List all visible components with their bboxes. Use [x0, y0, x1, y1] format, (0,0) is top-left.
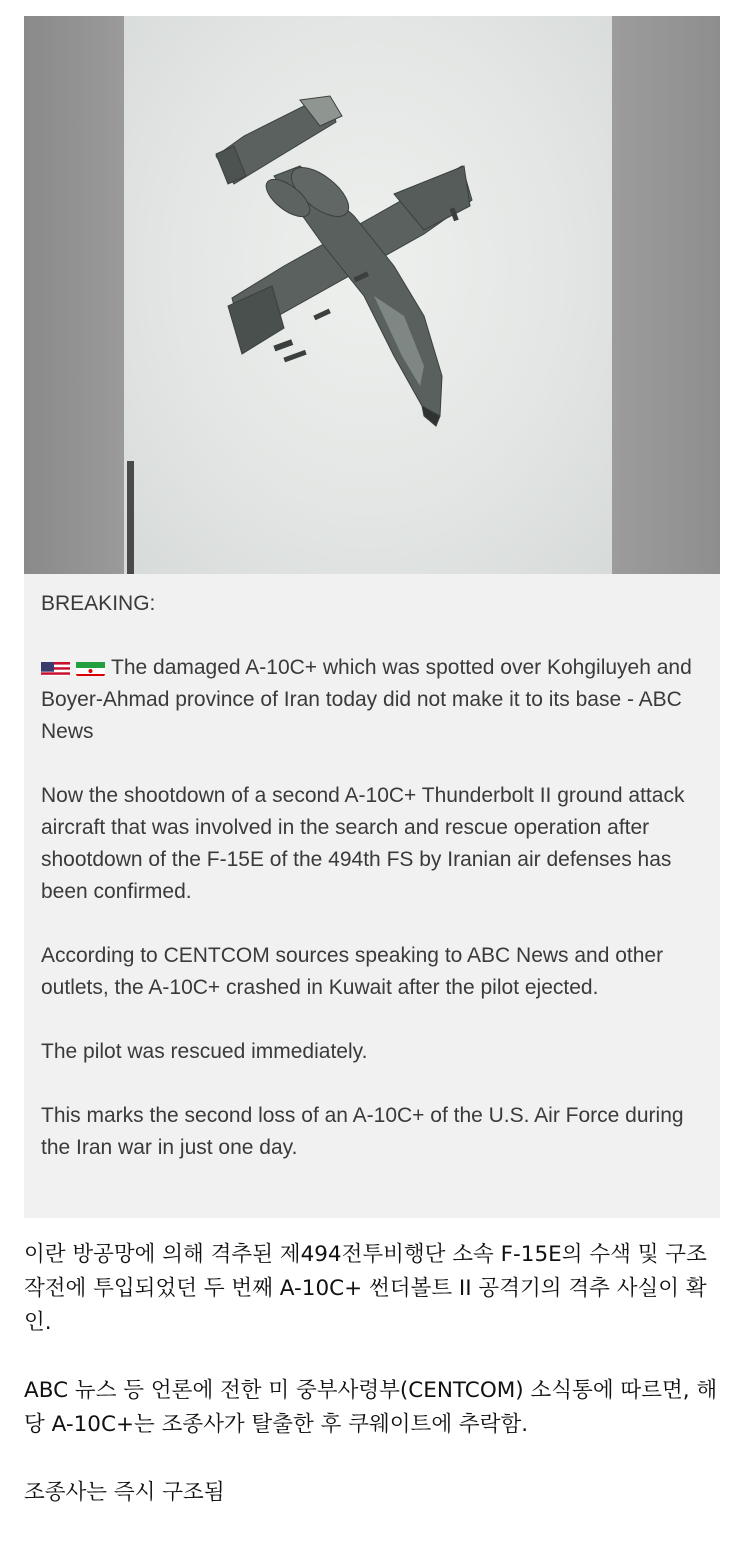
embedded-post-card [24, 16, 720, 1218]
breaking-label: BREAKING: [41, 592, 156, 615]
photo-screen-border-right [612, 16, 720, 574]
photo-screen-border-left [24, 16, 124, 574]
aircraft-photo[interactable] [24, 16, 720, 574]
post-paragraph-1 [41, 652, 711, 748]
post-paragraph-1-text: The damaged A-10C+ which was spotted over Kohgiluyeh and Boyer-Ahmad province of Iran today did not make it to its base - ABC News [41, 656, 692, 743]
us-flag-icon [41, 658, 70, 676]
iran-flag-icon [76, 658, 105, 676]
post-paragraph-4: The pilot was rescued immediately. [41, 1040, 368, 1063]
translation-paragraph-2: ABC 뉴스 등 언론에 전한 미 중부사령부(CENTCOM) 소식통에 따르면, 해당 A-10C+는 조종사가 탈출한 후 쿠웨이트에 추락함. [24, 1378, 718, 1437]
post-paragraph-5: This marks the second loss of an A-10C+ of the U.S. Air Force during the Iran war in just one day. [41, 1104, 684, 1159]
korean-translation [24, 1238, 724, 1544]
translation-paragraph-1: 이란 방공망에 의해 격추된 제494전투비행단 소속 F-15E의 수색 및 구조 작전에 투입되었던 두 번째 A-10C+ 썬더볼트 II 공격기의 격추 사실이 확인. [24, 1242, 707, 1335]
post-paragraph-3: According to CENTCOM sources speaking to ABC News and other outlets, the A-10C+ crashed in Kuwait after the pilot ejected. [41, 944, 664, 999]
foreground-pole [127, 461, 134, 574]
post-text [41, 588, 711, 1196]
a10-aircraft-icon [124, 16, 612, 574]
post-paragraph-2: Now the shootdown of a second A-10C+ Thunderbolt II ground attack aircraft that was involved in the search and rescue operation after shootdown of the F-15E of the 494th FS by Iranian air defenses has been confirmed. [41, 784, 685, 903]
translation-paragraph-3: 조종사는 즉시 구조됨 [24, 1480, 225, 1505]
